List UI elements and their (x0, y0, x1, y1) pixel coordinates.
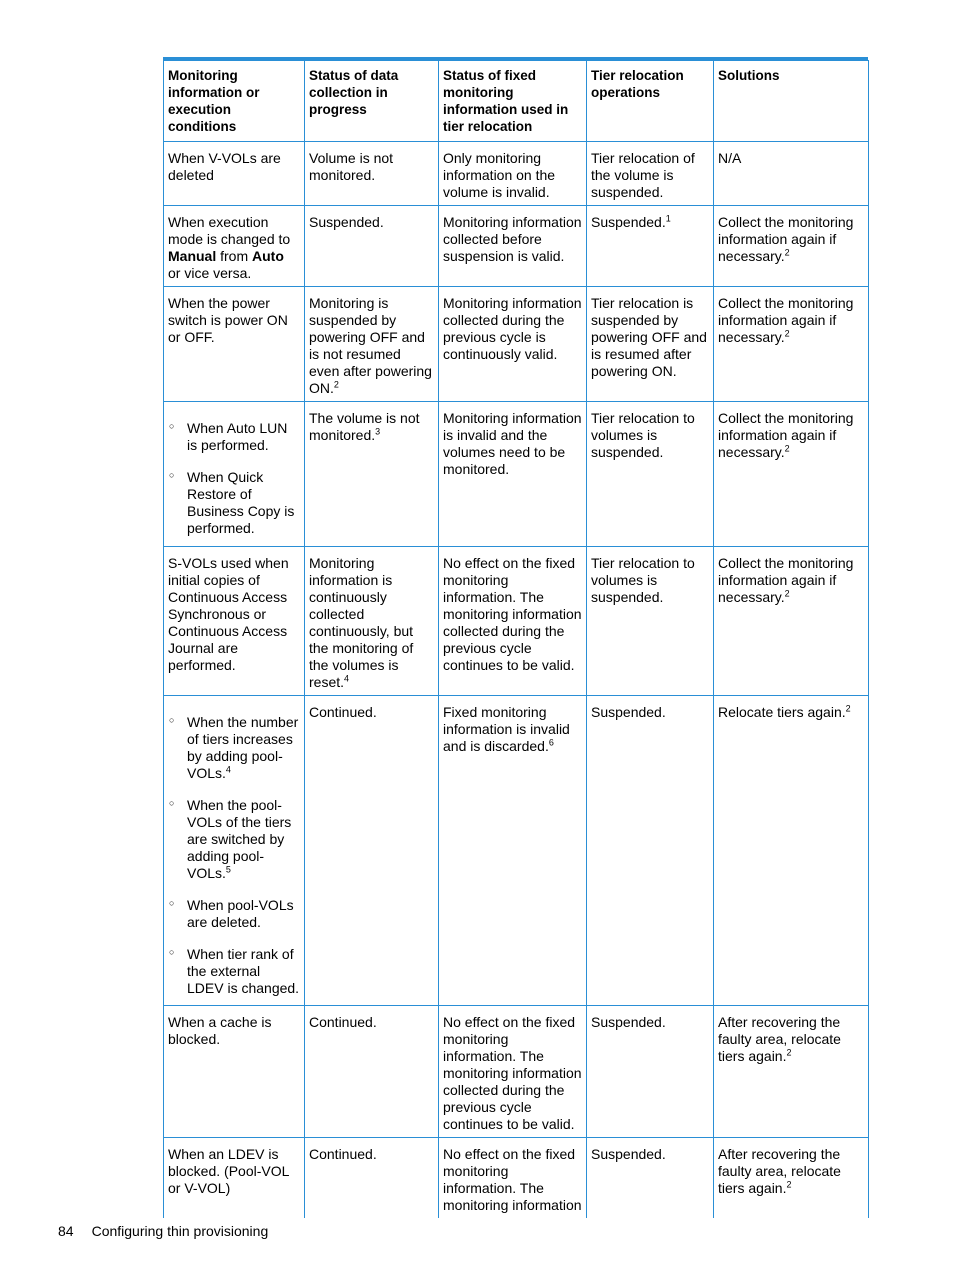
cell-tier-relocation: Tier relocation to volumes is suspended. (587, 402, 714, 547)
header-fixed-monitoring: Status of fixed monitoring information used in tier relocation (439, 61, 587, 142)
cell-solution: Collect the monitoring information again if necessary.$^2$ (714, 287, 869, 402)
table-row (164, 206, 869, 287)
header-tier-relocation: Tier relocation operations (587, 61, 714, 142)
table-row (164, 402, 869, 547)
footnote-ref: 2 (784, 328, 790, 339)
list-item: ○ When pool-VOLs are deleted. (168, 897, 300, 931)
cell-tier-relocation: Suspended. (587, 1006, 714, 1138)
cell-solution: Collect the monitoring information again if necessary.$^2$ (714, 206, 869, 287)
cell-condition: When an LDEV is blocked. (Pool-VOL or V-VOL) (164, 1138, 305, 1219)
cell-fixed-monitoring: No effect on the fixed monitoring information. The monitoring information collected during the previous cycle continues to be valid. (439, 547, 587, 696)
footnote-ref: 4 (344, 673, 350, 684)
table-row (164, 142, 869, 206)
cell-solution: After recovering the faulty area, relocate tiers again.$^2$ (714, 1006, 869, 1138)
cell-condition (164, 402, 305, 547)
cell-fixed-monitoring: Fixed monitoring information is invalid and is discarded.$^6$ (439, 696, 587, 1006)
cell-fixed-monitoring: Monitoring information collected before suspension is valid. (439, 206, 587, 287)
header-row (164, 61, 869, 142)
cell-data-collection: Continued. (305, 696, 439, 1006)
footnote-ref: 5 (225, 864, 231, 875)
page-footer (58, 1223, 286, 1239)
mode-auto: Auto (252, 248, 284, 264)
cell-fixed-monitoring: Only monitoring information on the volume is invalid. (439, 142, 587, 206)
footnote-ref: 2 (786, 1047, 792, 1058)
cell-tier-relocation: Tier relocation to volumes is suspended. (587, 547, 714, 696)
header-solutions: Solutions (714, 61, 869, 142)
list-item: ○ When Auto LUN is performed. (168, 420, 300, 454)
table-row (164, 696, 869, 1006)
header-conditions: Monitoring information or execution conditions (164, 61, 305, 142)
footnote-ref: 2 (784, 588, 790, 599)
mode-manual: Manual (168, 248, 217, 264)
list-item: ○ When tier rank of the external LDEV is changed. (168, 946, 300, 997)
table-container (163, 57, 868, 1218)
footnote-ref: 2 (784, 247, 790, 258)
cell-condition: When execution mode is changed to Manual from Auto or vice versa. (164, 206, 305, 287)
cell-fixed-monitoring: No effect on the fixed monitoring information. The monitoring information collected during the previous cycle continues to be valid. (439, 1006, 587, 1138)
condition-list (168, 714, 300, 997)
monitoring-conditions-table (163, 60, 869, 1218)
cell-data-collection: Suspended. (305, 206, 439, 287)
cell-data-collection: Monitoring information is continuously collected continuously, but the monitoring of the volumes is reset.$^4$ (305, 547, 439, 696)
cell-solution: N/A (714, 142, 869, 206)
cell-condition: S-VOLs used when initial copies of Continuous Access Synchronous or Continuous Access Journal are performed. (164, 547, 305, 696)
footnote-ref: 4 (225, 764, 231, 775)
header-data-collection: Status of data collection in progress (305, 61, 439, 142)
list-item: ○ When the pool-VOLs of the tiers are switched by adding pool-VOLs.$^5$ (168, 797, 300, 882)
footnote-ref: 1 (665, 213, 671, 224)
cell-fixed-monitoring: Monitoring information is invalid and the volumes need to be monitored. (439, 402, 587, 547)
cell-data-collection: Continued. (305, 1006, 439, 1138)
cell-condition: When a cache is blocked. (164, 1006, 305, 1138)
condition-list (168, 420, 300, 537)
footnote-ref: 2 (786, 1179, 792, 1190)
list-item: ○ When Quick Restore of Business Copy is performed. (168, 469, 300, 537)
cell-condition (164, 696, 305, 1006)
cell-tier-relocation: Suspended.$^1$ (587, 206, 714, 287)
cell-solution: Relocate tiers again.$^2$ (714, 696, 869, 1006)
page-number: 84 (58, 1223, 74, 1239)
cell-tier-relocation: Tier relocation of the volume is suspended. (587, 142, 714, 206)
footnote-ref: 3 (375, 426, 381, 437)
cell-data-collection: Continued. (305, 1138, 439, 1219)
cell-data-collection: The volume is not monitored.$^3$ (305, 402, 439, 547)
cell-tier-relocation: Suspended. (587, 1138, 714, 1219)
section-title: Configuring thin provisioning (91, 1223, 269, 1239)
footnote-ref: 2 (333, 379, 339, 390)
cell-solution: After recovering the faulty area, relocate tiers again.$^2$ (714, 1138, 869, 1219)
cell-solution: Collect the monitoring information again if necessary.$^2$ (714, 402, 869, 547)
list-item: ○ When the number of tiers increases by adding pool-VOLs.$^4$ (168, 714, 300, 782)
cell-tier-relocation: Suspended. (587, 696, 714, 1006)
cell-data-collection: Volume is not monitored. (305, 142, 439, 206)
footnote-ref: 2 (845, 703, 851, 714)
footnote-ref: 2 (784, 443, 790, 454)
cell-tier-relocation: Tier relocation is suspended by powering OFF and is resumed after powering ON. (587, 287, 714, 402)
cell-solution: Collect the monitoring information again if necessary.$^2$ (714, 547, 869, 696)
table-row (164, 1138, 869, 1219)
cell-data-collection: Monitoring is suspended by powering OFF and is not resumed even after powering ON.$^2$ (305, 287, 439, 402)
cell-fixed-monitoring: No effect on the fixed monitoring information. The monitoring information (439, 1138, 587, 1219)
cell-condition: When V-VOLs are deleted (164, 142, 305, 206)
table-row (164, 287, 869, 402)
table-row (164, 547, 869, 696)
cell-fixed-monitoring: Monitoring information collected during the previous cycle is continuously valid. (439, 287, 587, 402)
cell-condition: When the power switch is power ON or OFF. (164, 287, 305, 402)
table-row (164, 1006, 869, 1138)
footnote-ref: 6 (548, 737, 554, 748)
